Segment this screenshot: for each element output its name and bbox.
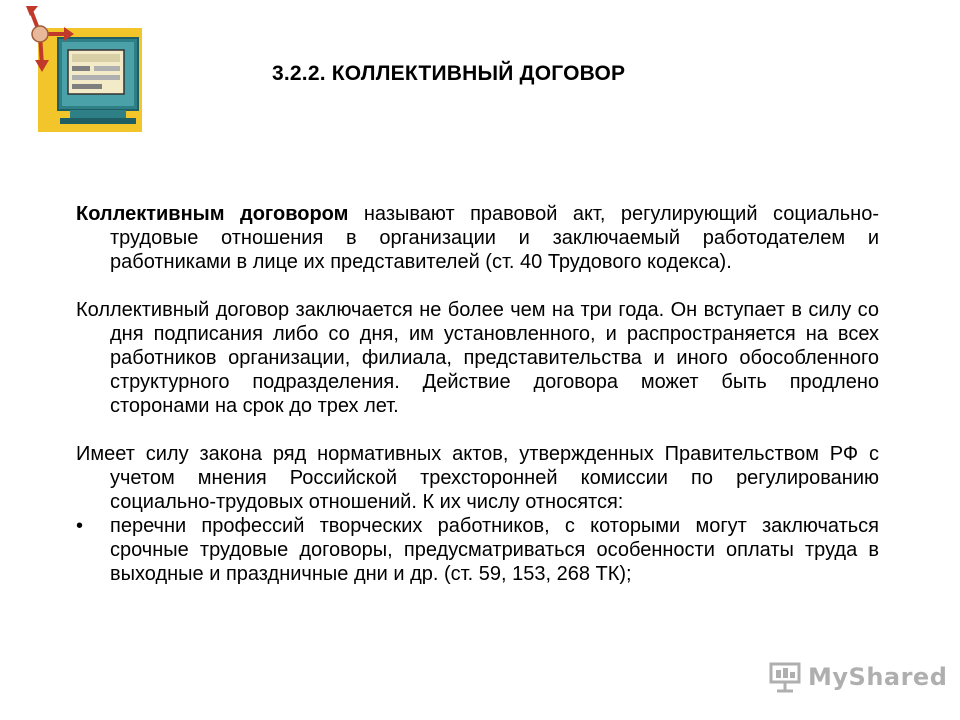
document-body (76, 202, 879, 586)
bullet-item (76, 514, 879, 586)
page-title: 3.2.2. КОЛЛЕКТИВНЫЙ ДОГОВОР (272, 62, 626, 85)
paragraph-term: Коллективный договор заключается не более чем на три года. Он вступает в силу со дня подписания либо со дня, им установленного, и распространяется на всех работников организации, филиала, представительства и иного обособленного структурного подразделения. Действие договора может быть продлено сторонами на срок до трех лет. (76, 299, 879, 417)
computer-monitor-icon (26, 4, 150, 134)
watermark-text: MyShared (808, 663, 948, 691)
presentation-board-icon (768, 660, 802, 694)
paragraph-definition (76, 202, 879, 274)
defined-term: Коллективным договором (76, 203, 349, 225)
paragraph-normative-acts: Имеет силу закона ряд нормативных актов, утвержденных Правительством РФ с учетом мнения Российской трехсторонней комиссии по регулированию социально-трудовых отношений. К их числу относятся: (76, 443, 879, 513)
computer-logo-icon (26, 4, 150, 134)
watermark (768, 660, 947, 694)
definition-text: называют правовой акт, регулирующий социально-трудовые отношения в организации и заключаемый работодателем и работниками в лице их представителей (ст. 40 Трудового кодекса). (110, 203, 879, 273)
bullet-text: перечни профессий творческих работников, с которыми могут заключаться срочные трудовые договоры, предусматриваться особенности оплаты труда в выходные и праздничные дни и др. (ст. 59, 153, 268 ТК); (110, 515, 879, 585)
bullet-icon: • (76, 515, 84, 537)
